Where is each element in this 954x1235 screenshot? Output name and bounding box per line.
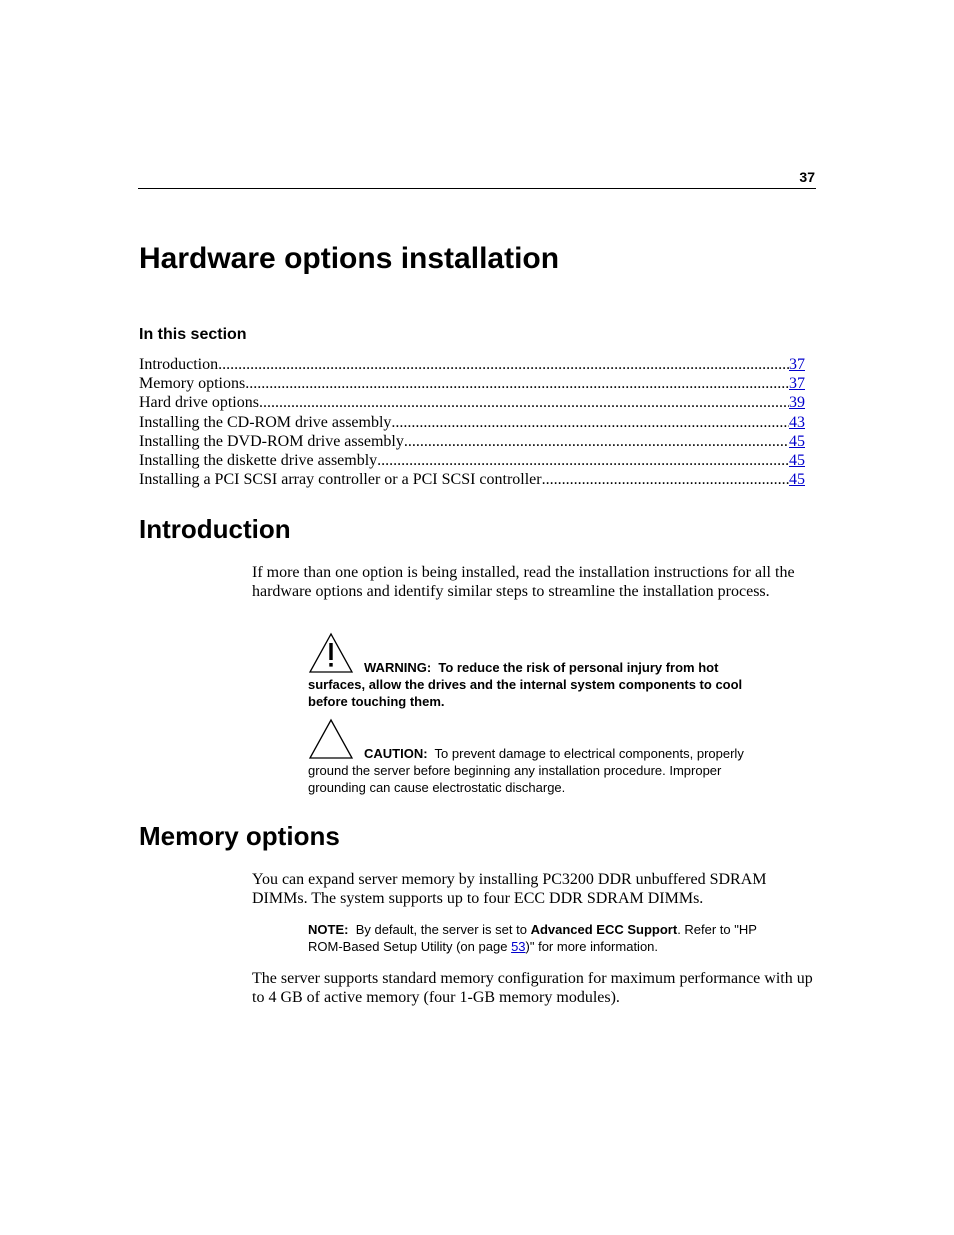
toc-entry [139,432,805,451]
toc-leader-dots [245,374,789,393]
toc-leader-dots [377,451,789,470]
toc-entry-label: Installing the CD-ROM drive assembly [139,413,392,431]
toc-page-link[interactable]: 43 [789,413,805,431]
toc-entry [139,451,805,470]
page-number: 37 [799,169,815,185]
note-bold-term: Advanced ECC Support [530,922,678,937]
toc-entry [139,393,805,412]
toc-entry-label: Memory options [139,375,246,393]
introduction-paragraph: If more than one option is being installed, read the installation instructions for all the hardware options and identify similar steps to streamline the installation process. [252,564,795,601]
warning-text: To reduce the risk of personal injury from hot surfaces, allow the drives and the internal system components to cool before touching them. [308,660,743,709]
note-label: NOTE: [308,922,349,937]
note-text-middle: . Refer to "HP ROM-Based Setup Utility (on page [308,922,757,954]
note-block [308,921,758,955]
toc-entry [139,355,805,374]
warning-triangle-icon [308,632,354,674]
toc-leader-dots [218,355,789,374]
note-page-link[interactable]: 53 [511,939,526,954]
chapter-title: Hardware options installation [139,242,560,275]
toc-leader-dots [259,393,789,412]
caution-text: To prevent damage to electrical components, properly ground the server before beginning any installation procedure. Improper grounding can cause electrostatic discharge. [308,746,744,795]
memory-paragraph-1: You can expand server memory by installing PC3200 DDR unbuffered SDRAM DIMMs. The system supports up to four ECC DDR SDRAM DIMMs. [252,871,767,908]
caution-label: CAUTION: [364,746,428,761]
section-heading-memory: Memory options [139,821,340,851]
toc-entry-label: Installing a PCI SCSI array controller or a PCI SCSI controller [139,471,542,489]
toc-entry-label: Introduction [139,356,219,373]
caution-notice [308,718,758,796]
header-rule [138,188,816,189]
section-heading-introduction: Introduction [139,514,291,544]
toc-entry-label: Installing the DVD-ROM drive assembly [139,432,404,450]
toc-entry-label: Installing the diskette drive assembly [139,451,378,469]
toc-page-link[interactable]: 45 [789,432,805,450]
toc-list [139,355,805,489]
toc-leader-dots [542,470,789,489]
memory-paragraph-2: The server supports standard memory configuration for maximum performance with up to 4 GB of active memory (four 1-GB memory modules). [252,970,813,1007]
toc-page-link[interactable]: 45 [789,471,805,489]
toc-page-link[interactable]: 37 [789,356,805,373]
note-text-before: By default, the server is set to [355,922,527,937]
note-text-after: )" for more information. [525,939,659,954]
warning-label: WARNING: [364,660,432,675]
toc-heading: In this section [139,326,247,343]
toc-entry [139,374,805,393]
toc-page-link[interactable]: 39 [789,394,805,412]
toc-page-link[interactable]: 37 [789,375,805,393]
toc-leader-dots [391,413,789,432]
toc-page-link[interactable]: 45 [789,451,805,469]
toc-entry-label: Hard drive options [139,394,259,412]
warning-notice [308,632,758,710]
toc-entry [139,413,805,432]
caution-triangle-icon [308,718,354,760]
toc-entry [139,470,805,489]
toc-leader-dots [404,432,789,451]
